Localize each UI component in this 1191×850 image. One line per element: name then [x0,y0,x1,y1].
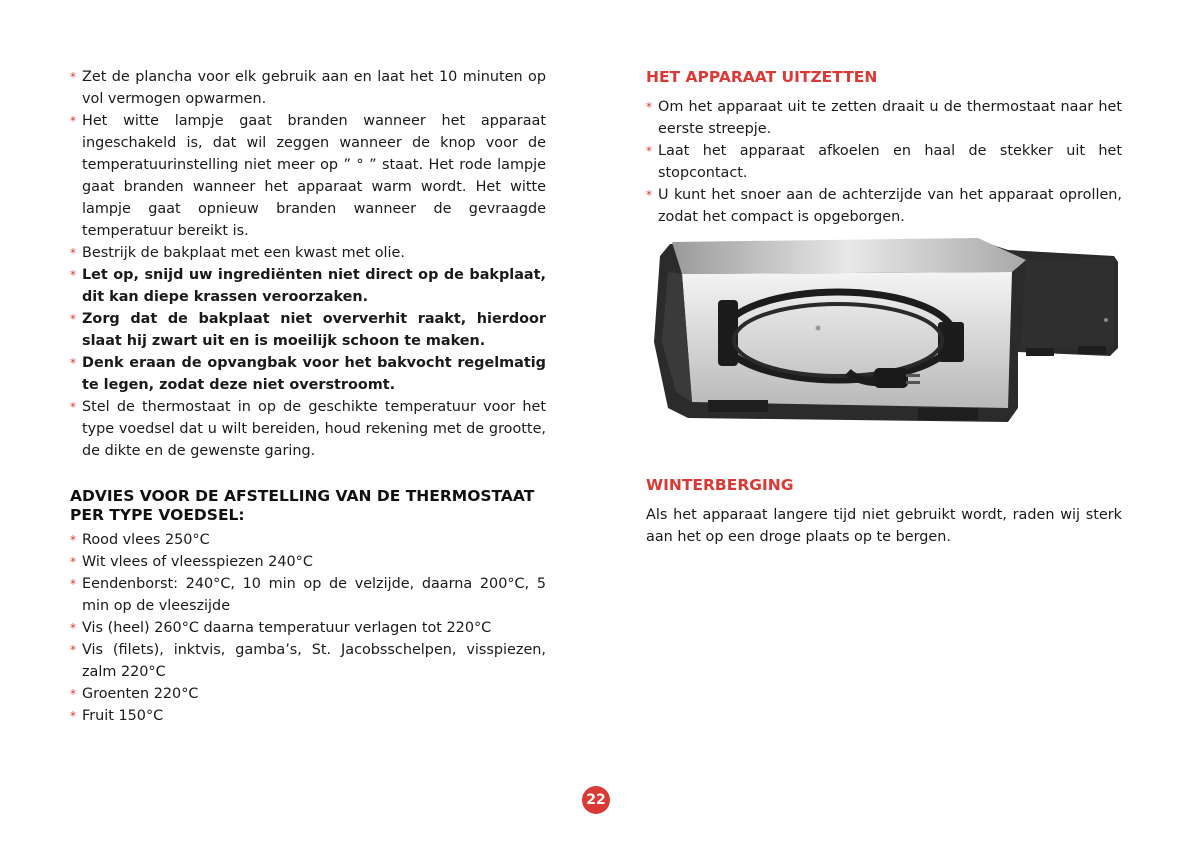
list-item: * Zet de plancha voor elk gebruik aan en laat het 10 minuten op vol vermogen opwarmen. [70,66,546,110]
right-column [646,66,1122,228]
list-item: * Fruit 150°C [70,705,546,727]
bullet-star-icon: * [70,268,76,282]
bullet-star-icon: * [70,246,76,260]
bullet-star-icon: * [70,577,76,591]
bullet-star-icon: * [70,114,76,128]
page-number-badge: 22 [582,786,610,814]
usage-tips-list [70,66,546,462]
bullet-star-icon: * [646,144,652,158]
winter-storage-text: Als het apparaat langere tijd niet gebruikt wordt, raden wij sterk aan het op een droge plaats op te bergen. [646,507,1122,545]
list-item: * U kunt het snoer aan de achterzijde van het apparaat oprollen, zodat het compact is opgeborgen. [646,184,1122,228]
bullet-star-icon: * [70,621,76,635]
switch-off-list [646,96,1122,228]
bullet-star-icon: * [70,555,76,569]
switch-off-heading: HET APPARAAT UITZETTEN [646,68,878,86]
list-item: * Groenten 220°C [70,683,546,705]
list-item: * Vis (heel) 260°C daarna temperatuur verlagen tot 220°C [70,617,546,639]
list-item-warning: * Denk eraan de opvangbak voor het bakvocht regelmatig te legen, zodat deze niet overstroomt. [70,352,546,396]
plancha-cord-storage-illustration [648,232,1124,432]
list-item: * Vis (filets), inktvis, gamba’s, St. Jacobsschelpen, visspiezen, zalm 220°C [70,639,546,683]
list-item: * Om het apparaat uit te zetten draait u de thermostaat naar het eerste streepje. [646,96,1122,140]
bullet-star-icon: * [70,70,76,84]
bullet-star-icon: * [646,188,652,202]
list-item-warning: * Zorg dat de bakplaat niet oververhit raakt, hierdoor slaat hij zwart uit en is moeilijk schoon te maken. [70,308,546,352]
list-item: * Het witte lampje gaat branden wanneer het apparaat ingeschakeld is, dat wil zeggen wanneer de knop voor de temperatuurinstelling niet meer op ” ° ” staat. Het rode lampje gaat branden wanneer het apparaat warm wordt. Het witte lampje gaat opnieuw branden wanneer de gevraagde temperatuur bereikt is. [70,110,546,242]
bullet-star-icon: * [70,533,76,547]
list-item: * Rood vlees 250°C [70,529,546,551]
bullet-star-icon: * [70,709,76,723]
thermostat-advice-list [70,529,546,727]
winter-storage-heading: WINTERBERGING [646,476,794,494]
bullet-star-icon: * [70,400,76,414]
list-item: * Eendenborst: 240°C, 10 min op de velzijde, daarna 200°C, 5 min op de vleeszijde [70,573,546,617]
list-item: * Stel de thermostaat in op de geschikte temperatuur voor het type voedsel dat u wilt bereiden, houd rekening met de grootte, de dikte en de gewenste garing. [70,396,546,462]
thermostat-advice-heading: ADVIES VOOR DE AFSTELLING VAN DE THERMOSTAAT PER TYPE VOEDSEL: [70,487,535,524]
plancha-illustration-svg [648,232,1124,432]
bullet-star-icon: * [646,100,652,114]
winter-storage-section [646,474,1122,548]
bullet-star-icon: * [70,687,76,701]
list-item-warning: * Let op, snijd uw ingrediënten niet direct op de bakplaat, dit kan diepe krassen veroorzaken. [70,264,546,308]
bullet-star-icon: * [70,356,76,370]
list-item: * Bestrijk de bakplaat met een kwast met olie. [70,242,546,264]
left-column [70,66,546,727]
bullet-star-icon: * [70,643,76,657]
list-item: * Laat het apparaat afkoelen en haal de stekker uit het stopcontact. [646,140,1122,184]
list-item: * Wit vlees of vleesspiezen 240°C [70,551,546,573]
bullet-star-icon: * [70,312,76,326]
